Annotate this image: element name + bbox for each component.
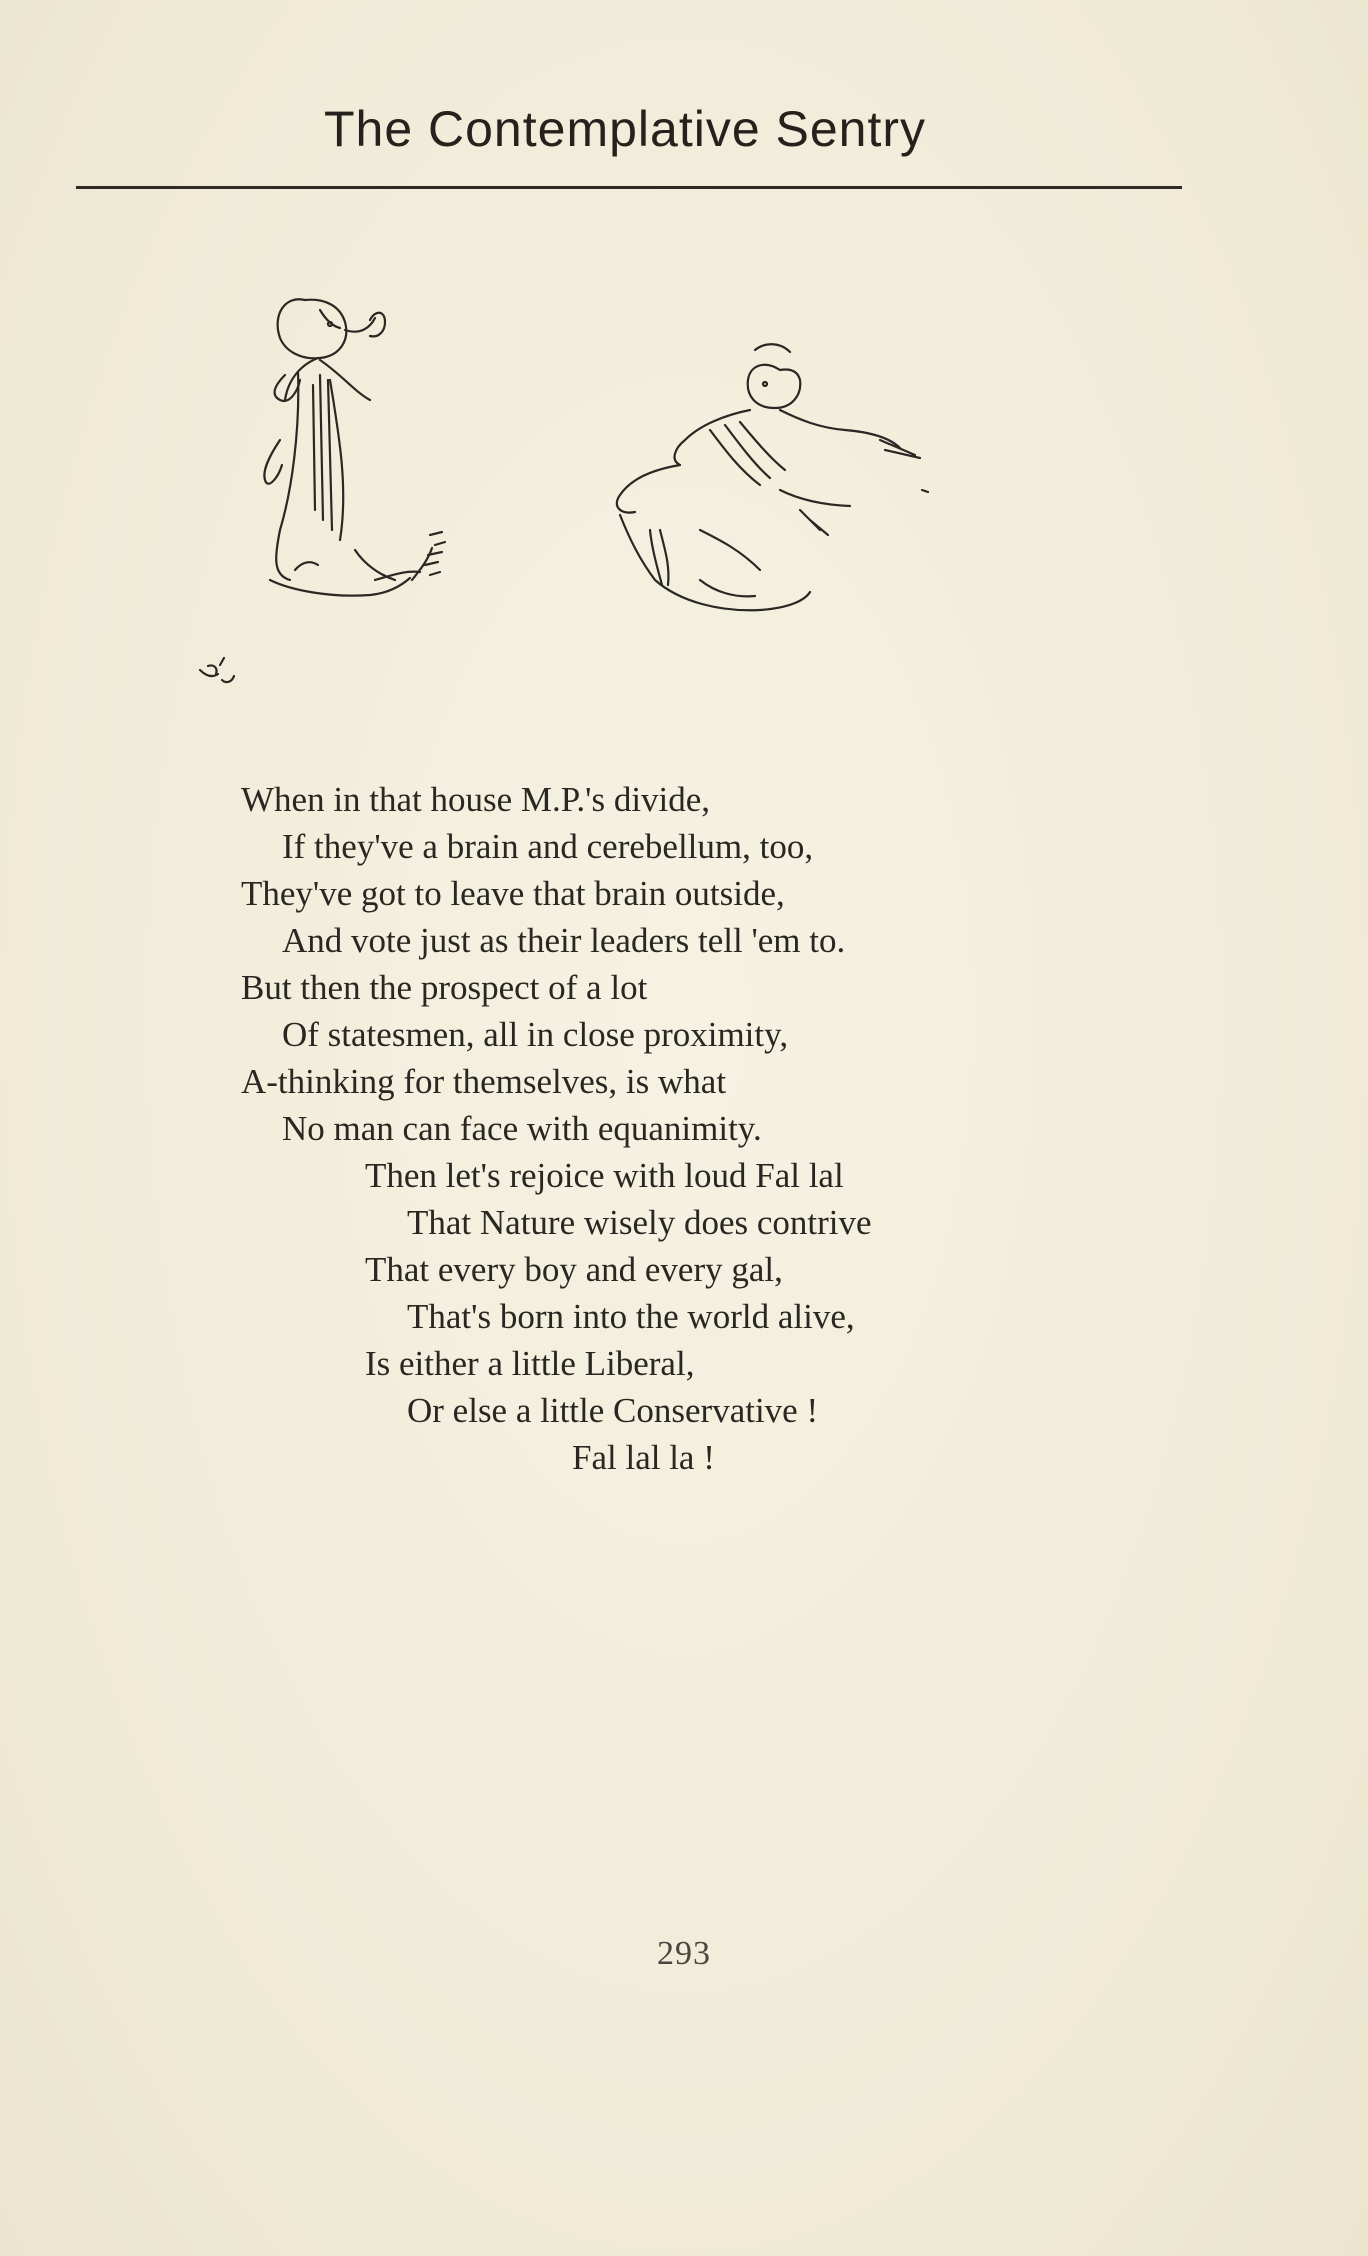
poem-line: If they've a brain and cerebellum, too, bbox=[282, 827, 814, 866]
poem-line: No man can face with equanimity. bbox=[282, 1109, 762, 1148]
poem-line: Fal lal la ! bbox=[572, 1438, 715, 1477]
poem-line: Then let's rejoice with loud Fal lal bbox=[365, 1156, 844, 1195]
poem-line: Of statesmen, all in close proximity, bbox=[282, 1015, 789, 1054]
poem-line: They've got to leave that brain outside, bbox=[241, 874, 785, 913]
running-title: The Contemplative Sentry bbox=[323, 101, 927, 157]
page-number: 293 bbox=[657, 1935, 711, 1972]
poem-line: But then the prospect of a lot bbox=[241, 968, 648, 1007]
infant-figure-crawling-icon bbox=[617, 344, 928, 610]
header-rule bbox=[76, 186, 1182, 189]
poem-line: Is either a little Liberal, bbox=[365, 1344, 695, 1383]
infant-figure-standing-icon bbox=[264, 299, 445, 595]
poem-line: And vote just as their leaders tell 'em to. bbox=[282, 921, 846, 960]
poem-line: That every boy and every gal, bbox=[365, 1250, 783, 1289]
poem-line: That's born into the world alive, bbox=[407, 1297, 855, 1336]
poem-line: When in that house M.P.'s divide, bbox=[241, 780, 711, 819]
ornament-mark-icon bbox=[200, 658, 234, 682]
illustration bbox=[180, 280, 1020, 730]
poem-line: A-thinking for themselves, is what bbox=[241, 1062, 727, 1101]
poem-line: That Nature wisely does contrive bbox=[407, 1203, 872, 1242]
poem-line: Or else a little Conservative ! bbox=[407, 1391, 819, 1430]
